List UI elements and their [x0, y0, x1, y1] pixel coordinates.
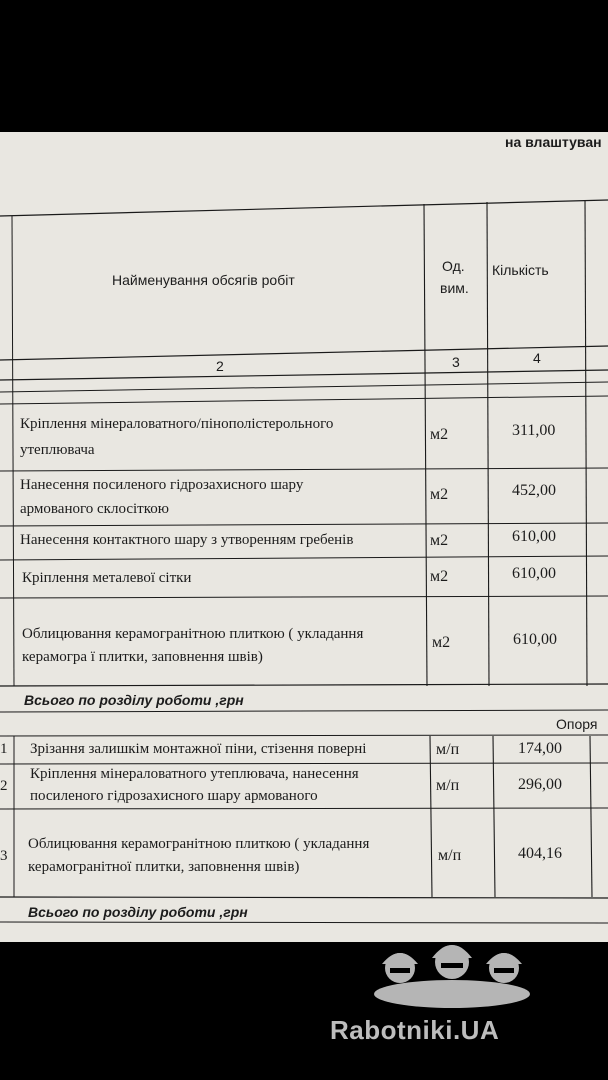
s1-row5-unit: м2 — [432, 634, 451, 651]
s1-row3-qty: 610,00 — [512, 528, 556, 545]
s2-row3-name-l1: Облицювання керамогранітною плиткою ( укладання — [28, 836, 370, 852]
s2-row2-name-l2: посиленого гідрозахисного шару армованого — [30, 788, 318, 804]
s2-row1-unit: м/п — [436, 741, 460, 758]
header-name: Найменування обсягів робіт — [112, 272, 295, 288]
s1-row3-unit: м2 — [430, 532, 449, 549]
s2-row1-qty: 174,00 — [518, 740, 562, 757]
s1-row3-name-l1: Нанесення контактного шару з утворенням гребенів — [20, 532, 354, 548]
s1-row1-unit: м2 — [430, 426, 449, 443]
header-qty: Кількість — [492, 262, 549, 278]
s1-row4-name-l1: Кріплення металевої сітки — [22, 570, 192, 586]
header-unit-line2: вим. — [440, 280, 469, 296]
s1-row5-name-l1: Облицювання керамогранітною плиткою ( укладання — [22, 626, 364, 642]
s1-row2-unit: м2 — [430, 486, 449, 503]
header-num-4: 4 — [533, 350, 541, 366]
s1-row1-qty: 311,00 — [512, 422, 556, 439]
header-num-2: 2 — [216, 358, 224, 374]
watermark-text: Rabotniki.UA — [330, 1015, 500, 1045]
workers-helmet-icon — [372, 930, 532, 1010]
s2-row2-qty: 296,00 — [518, 776, 562, 793]
s2-row3-name-l2: керамогранітної плитки, заповнення швів) — [28, 859, 300, 875]
s1-row2-name-l2: армованого склосіткою — [20, 501, 169, 517]
s1-row1-name-l2: утеплювача — [20, 442, 95, 458]
s2-total: Всього по розділу роботи ,грн — [28, 904, 248, 920]
s1-row1-name-l1: Кріплення мінераловатного/пінополістерольного — [20, 416, 334, 432]
s2-row3-num: 3 — [0, 848, 8, 864]
s1-row5-qty: 610,00 — [513, 631, 557, 648]
s1-row4-qty: 610,00 — [512, 565, 556, 582]
s2-row2-num: 2 — [0, 778, 8, 794]
document-page — [0, 132, 608, 942]
s2-row1-name-l1: Зрізання залишкім монтажної піни, стізення поверні — [30, 741, 367, 757]
s2-row1-num: 1 — [0, 741, 8, 757]
s2-title: Опоря — [556, 716, 598, 732]
s1-row5-name-l2: керамогра ї плитки, заповнення швів) — [22, 649, 263, 665]
s1-row2-name-l1: Нанесення посиленого гідрозахисного шару — [20, 477, 304, 493]
s2-row2-unit: м/п — [436, 777, 460, 794]
s1-row4-unit: м2 — [430, 568, 449, 585]
top-right-text: на влаштуван — [505, 134, 602, 150]
header-unit-line1: Од. — [442, 258, 465, 274]
header-num-3: 3 — [452, 354, 460, 370]
s2-row3-unit: м/п — [438, 847, 462, 864]
s1-total: Всього по розділу роботи ,грн — [24, 692, 244, 708]
s1-row2-qty: 452,00 — [512, 482, 556, 499]
s2-row3-qty: 404,16 — [518, 845, 562, 862]
s2-row2-name-l1: Кріплення мінераловатного утеплювача, нанесення — [30, 766, 359, 782]
